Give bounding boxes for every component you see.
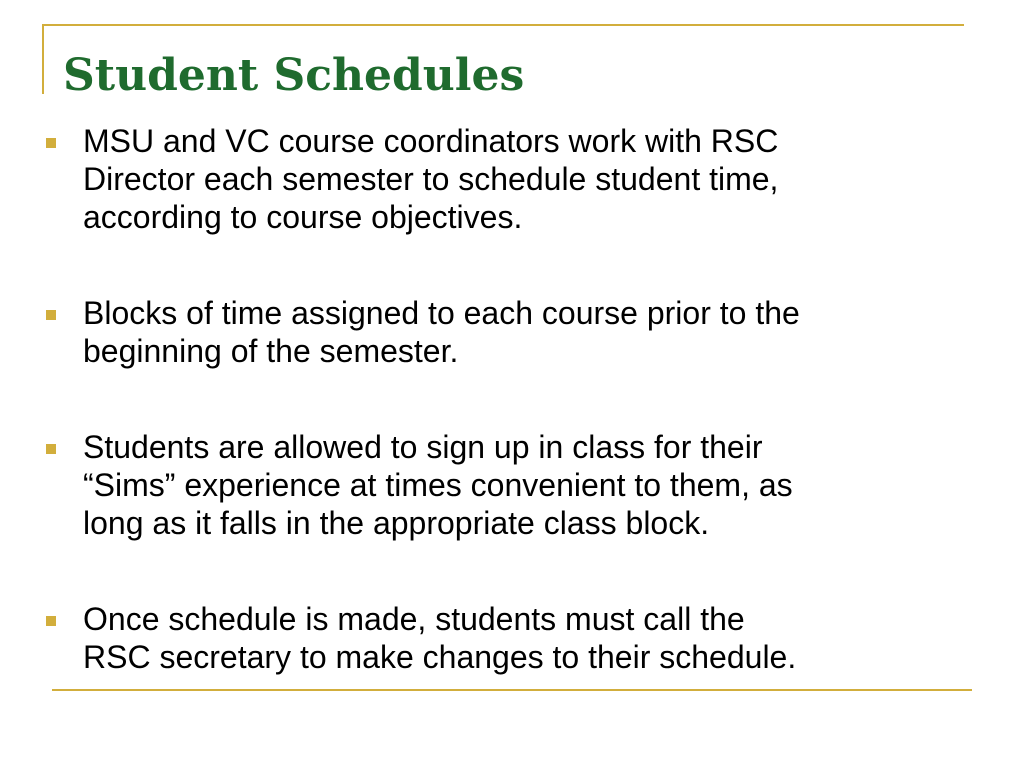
slide-title: Student Schedules	[63, 50, 525, 101]
square-bullet-icon	[46, 616, 56, 626]
bullet-text: MSU and VC course coordinators work with RSC Director each semester to schedule student time, according to course objectives.	[83, 123, 779, 235]
bottom-rule	[52, 689, 972, 691]
bullet-text: Blocks of time assigned to each course prior to the beginning of the semester.	[83, 295, 800, 369]
bullet-text: Students are allowed to sign up in class for their “Sims” experience at times convenient to them, as long as it falls in the appropriate class block.	[83, 429, 793, 541]
bullet-text: Once schedule is made, students must call the RSC secretary to make changes to their schedule.	[83, 601, 797, 675]
square-bullet-icon	[46, 310, 56, 320]
square-bullet-icon	[46, 444, 56, 454]
square-bullet-icon	[46, 138, 56, 148]
